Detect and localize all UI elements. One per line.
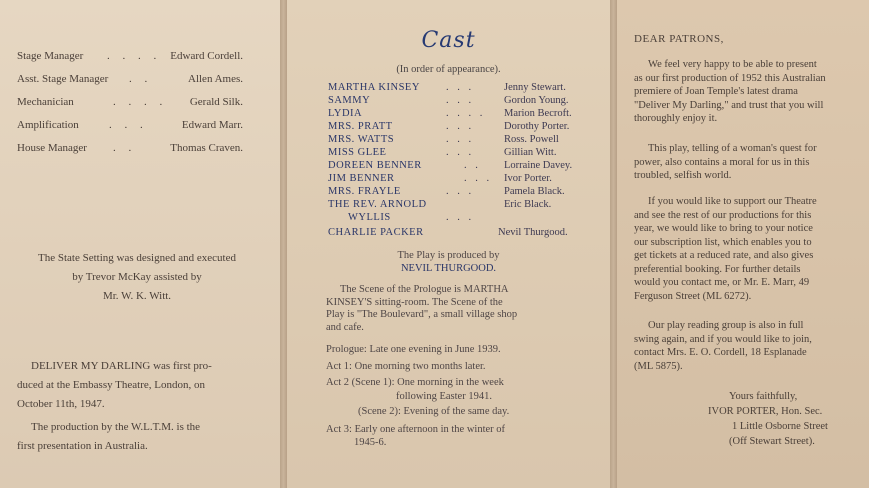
leader-dots: . . . xyxy=(446,82,475,93)
setting-note xyxy=(12,249,262,306)
act-line: Prologue: Late one evening in June 1939. xyxy=(326,344,501,355)
cast-actor: Pamela Black. xyxy=(504,186,565,197)
letter-line: premiere of Joan Temple's latest drama xyxy=(634,86,798,97)
crew-name: Edward Cordell. xyxy=(170,50,243,62)
cast-actor: Marion Becroft. xyxy=(504,108,572,119)
letter-line: as our first production of 1952 this Australian xyxy=(634,72,826,84)
fold-crease xyxy=(610,0,617,488)
scene-line: The Scene of the Prologue is MARTHA xyxy=(340,284,509,295)
cast-actor: Jenny Stewart. xyxy=(504,82,566,93)
scene-line: KINSEY'S sitting-room. The Scene of the xyxy=(326,296,503,308)
wltm-note xyxy=(17,418,267,456)
middle-panel xyxy=(287,0,610,488)
leader-dots: . . . xyxy=(464,173,493,184)
acts-list xyxy=(326,343,588,450)
leader-dots: . . xyxy=(464,160,481,171)
letter-address-line: 1 Little Osborne Street xyxy=(732,421,828,432)
leader-dots: . . xyxy=(113,142,137,154)
leader-dots: . . . xyxy=(446,121,475,132)
leader-dots: . . . xyxy=(446,186,475,197)
letter-line: and see the rest of our productions for this xyxy=(634,209,812,221)
cast-subtitle: (In order of appearance). xyxy=(396,64,501,75)
cast-role: MRS. PRATT xyxy=(328,121,393,132)
crew-name: Thomas Craven. xyxy=(170,142,243,154)
scene-line: and cafe. xyxy=(326,321,364,333)
crew-role: Amplification xyxy=(17,119,79,131)
letter-line: power, also contains a moral for us in this xyxy=(634,156,810,168)
producer-name: NEVIL THURGOOD. xyxy=(400,263,497,274)
production-line: DELIVER MY DARLING was first pro- xyxy=(31,360,212,372)
cast-actor: Eric Black. xyxy=(504,199,552,210)
leader-dots: . . . . xyxy=(107,50,162,62)
crew-role: House Manager xyxy=(17,142,87,154)
cast-role: MISS GLEE xyxy=(328,147,387,158)
letter-line: swing again, and if you would like to join, xyxy=(634,333,812,345)
letter-closing: Yours faithfully, xyxy=(729,391,798,402)
leader-dots: . . . xyxy=(446,147,475,158)
letter-line: (ML 5875). xyxy=(634,360,683,372)
letter-paragraph-4 xyxy=(634,319,860,373)
cast-actor: Ivor Porter. xyxy=(504,173,552,184)
right-panel xyxy=(617,0,869,488)
cast-actor: Gillian Witt. xyxy=(504,147,557,158)
fold-crease xyxy=(280,0,287,488)
setting-line: by Trevor McKay assisted by xyxy=(72,271,202,283)
letter-line: would you contact me, or Mr. E. Marr, 49 xyxy=(634,277,810,288)
leader-dots: . . . xyxy=(446,134,475,145)
letter-line: preferential booking. For further details xyxy=(634,263,801,275)
cast-role: LYDIA xyxy=(328,108,363,119)
cast-role: DOREEN BENNER xyxy=(328,160,422,171)
letter-line: "Deliver My Darling," and trust that you will xyxy=(634,99,824,111)
setting-line: Mr. W. K. Witt. xyxy=(102,290,172,302)
crew-name: Edward Marr. xyxy=(181,119,243,131)
crew-name: Allen Ames. xyxy=(188,73,243,85)
letter-line: We feel very happy to be able to present xyxy=(648,59,817,70)
wltm-line: first presentation in Australia. xyxy=(17,440,148,452)
act-line: Act 3: Early one afternoon in the winter of xyxy=(326,423,506,435)
letter-line: Ferguson Street (ML 6272). xyxy=(634,290,752,302)
producer-note xyxy=(287,249,610,275)
leader-dots: . . . xyxy=(109,119,148,131)
crew-role: Stage Manager xyxy=(17,50,84,62)
cast-role: MRS. WATTS xyxy=(328,134,395,145)
cast-role: JIM BENNER xyxy=(328,173,395,184)
letter-line: our subscription list, which enables you to xyxy=(634,236,812,248)
setting-line: The State Setting was designed and executed xyxy=(38,252,236,264)
wltm-line: The production by the W.L.T.M. is the xyxy=(31,421,201,433)
letter-line: If you would like to support our Theatre xyxy=(648,196,817,207)
producer-line: The Play is produced by xyxy=(397,250,500,261)
act-line: (Scene 2): Evening of the same day. xyxy=(358,406,510,417)
letter-line: This play, telling of a woman's quest for xyxy=(648,143,817,154)
cast-actor: Dorothy Porter. xyxy=(504,121,570,132)
crew-name: Gerald Silk. xyxy=(189,96,243,108)
cast-actor: Gordon Young. xyxy=(504,95,569,106)
act-line: Act 2 (Scene 1): One morning in the week xyxy=(326,377,504,388)
scene-note xyxy=(326,284,588,334)
cast-role: THE REV. ARNOLD xyxy=(328,199,427,210)
letter-line: year, we would like to bring to your notice xyxy=(634,223,813,234)
production-line: October 11th, 1947. xyxy=(17,398,105,410)
letter-paragraph-1 xyxy=(634,58,860,126)
cast-actor: Ross. Powell xyxy=(504,134,559,145)
act-line: Act 1: One morning two months later. xyxy=(326,360,486,372)
cast-role: MARTHA KINSEY xyxy=(328,82,420,93)
cast-actor: Lorraine Davey. xyxy=(504,160,573,171)
leader-dots: . . . . xyxy=(113,96,168,108)
cast-actor: Nevil Thurgood. xyxy=(498,227,568,238)
cast-role: WYLLIS xyxy=(348,212,391,223)
leader-dots: . . xyxy=(129,73,153,85)
letter-signature: IVOR PORTER, Hon. Sec. xyxy=(708,406,823,417)
cast-role: SAMMY xyxy=(328,95,371,106)
leader-dots: . . . xyxy=(446,95,475,106)
letter-line: troubled, selfish world. xyxy=(634,170,732,181)
leader-dots: . . . . xyxy=(446,108,486,119)
letter-line: thoroughly enjoy it. xyxy=(634,113,718,124)
letter-line: get tickets at a reduced rate, and also gives xyxy=(634,250,814,261)
leader-dots: . . . xyxy=(446,212,475,223)
crew-role: Mechanician xyxy=(17,96,74,108)
letter-paragraph-2 xyxy=(634,142,860,183)
letter-line: contact Mrs. E. O. Cordell, 18 Esplanade xyxy=(634,347,807,358)
cast-title: Cast xyxy=(421,28,476,53)
letter-line: Our play reading group is also in full xyxy=(648,320,804,331)
production-note xyxy=(17,357,267,414)
cast-role: CHARLIE PACKER xyxy=(328,227,424,238)
cast-role: MRS. FRAYLE xyxy=(328,186,401,197)
production-line: duced at the Embassy Theatre, London, on xyxy=(17,379,205,391)
left-panel xyxy=(0,0,280,488)
act-line: 1945-6. xyxy=(354,437,387,448)
scene-line: Play is "The Boulevard", a small village shop xyxy=(326,309,518,320)
act-line: following Easter 1941. xyxy=(396,390,492,402)
letter-paragraph-3 xyxy=(634,195,860,303)
crew-role: Asst. Stage Manager xyxy=(17,73,109,85)
letter-salutation: DEAR PATRONS, xyxy=(634,33,724,45)
letter-address-line: (Off Stewart Street). xyxy=(729,436,815,447)
